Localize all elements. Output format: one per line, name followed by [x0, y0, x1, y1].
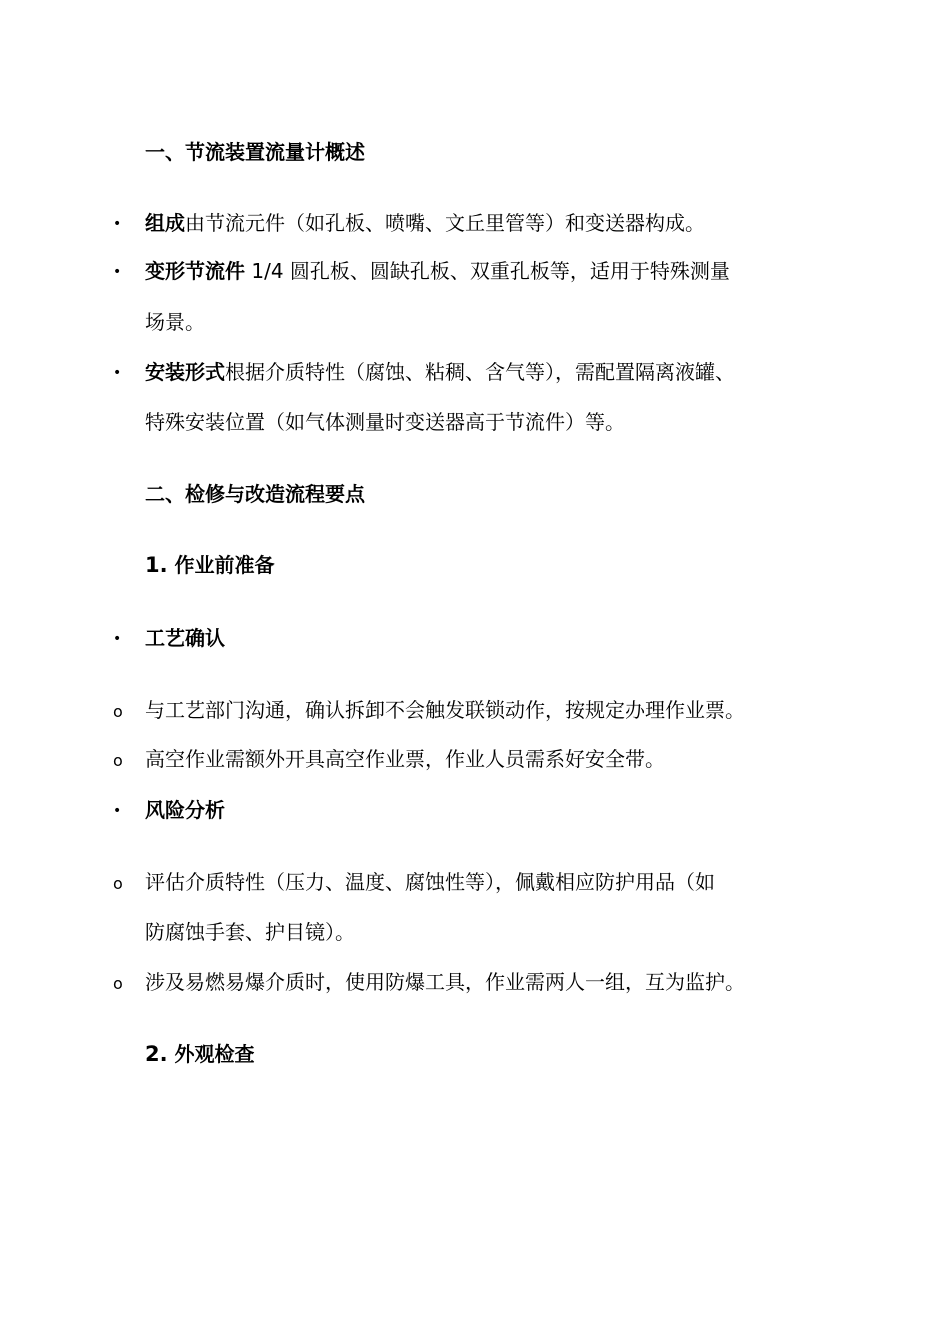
bullet-marker: • — [113, 803, 122, 819]
group-label-risk: 风险分析 — [145, 798, 225, 822]
subsection-heading-preparation — [145, 551, 275, 579]
circle-marker: o — [113, 702, 123, 721]
section-heading-maintenance: 二、检修与改造流程要点 — [145, 482, 365, 506]
bullet-composition — [145, 209, 705, 237]
list-item-continuation: 防腐蚀手套、护目镜）。 — [145, 920, 355, 944]
section-heading-overview: 一、节流装置流量计概述 — [145, 140, 365, 164]
group-label-process: 工艺确认 — [145, 626, 225, 650]
term-composition: 组成 — [145, 211, 185, 235]
text-variant-element-line2: 场景。 — [145, 310, 205, 334]
text-installation-line1: 根据介质特性（腐蚀、粘稠、含气等），需配置隔离液罐、 — [225, 360, 735, 384]
subsection-heading-visual-inspection — [145, 1040, 255, 1068]
subsection-number: 2. — [145, 1042, 168, 1066]
bullet-marker: • — [113, 365, 122, 381]
list-item: 高空作业需额外开具高空作业票，作业人员需系好安全带。 — [145, 747, 665, 771]
bullet-variant-element — [145, 257, 730, 285]
term-variant-element: 变形节流件 — [145, 259, 245, 283]
circle-marker: o — [113, 874, 123, 893]
bullet-installation — [145, 358, 735, 386]
list-item: 涉及易燃易爆介质时，使用防爆工具，作业需两人一组，互为监护。 — [145, 970, 745, 994]
bullet-marker: • — [113, 631, 122, 647]
subsection-title: 作业前准备 — [167, 553, 275, 577]
text-composition: 由节流元件（如孔板、喷嘴、文丘里管等）和变送器构成。 — [185, 211, 705, 235]
text-installation-line2: 特殊安装位置（如气体测量时变送器高于节流件）等。 — [145, 410, 625, 434]
list-item: 与工艺部门沟通，确认拆卸不会触发联锁动作，按规定办理作业票。 — [145, 698, 745, 722]
term-installation: 安装形式 — [145, 360, 225, 384]
text-variant-element-line1: 1/4 圆孔板、圆缺孔板、双重孔板等，适用于特殊测量 — [245, 259, 730, 283]
circle-marker: o — [113, 751, 123, 770]
subsection-number: 1. — [145, 553, 168, 577]
list-item: 评估介质特性（压力、温度、腐蚀性等），佩戴相应防护用品（如 — [145, 870, 715, 894]
bullet-marker: • — [113, 264, 122, 280]
subsection-title: 外观检查 — [167, 1042, 255, 1066]
bullet-marker: • — [113, 216, 122, 232]
circle-marker: o — [113, 974, 123, 993]
